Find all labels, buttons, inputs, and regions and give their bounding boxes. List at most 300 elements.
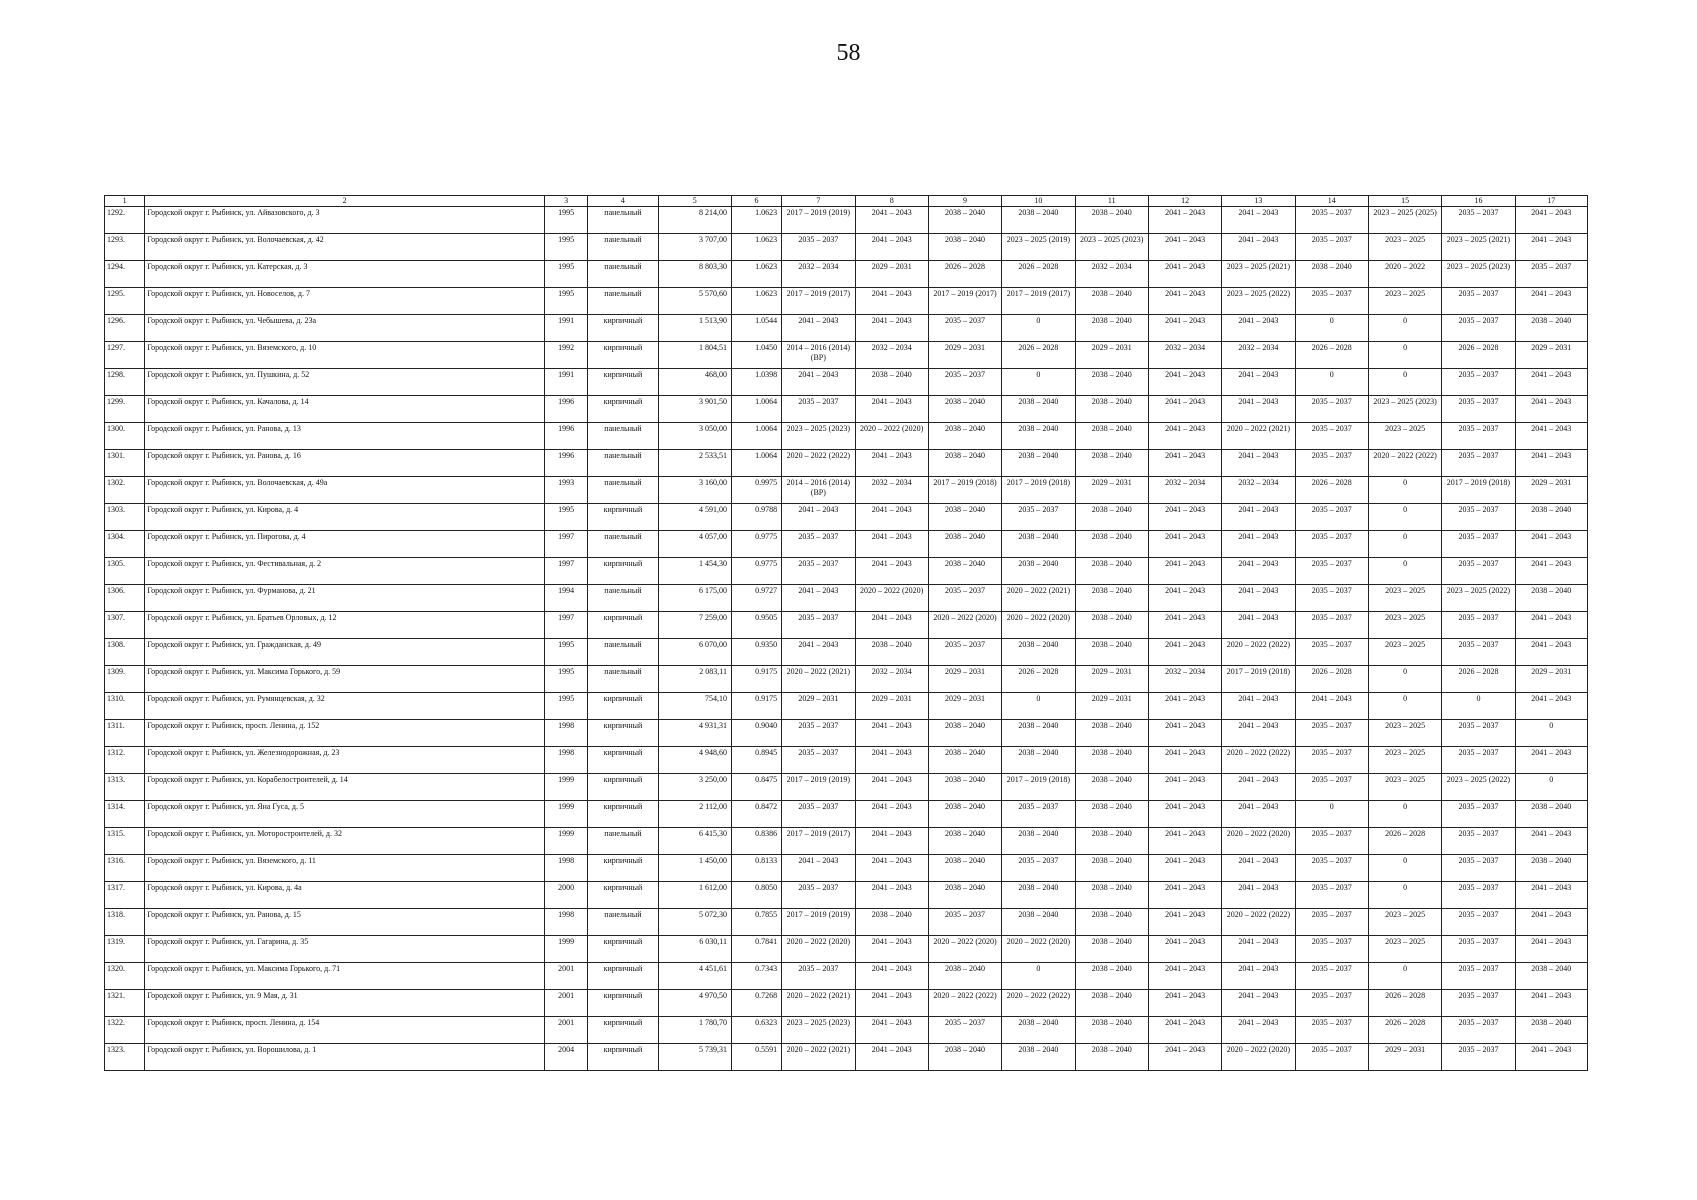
year-built-cell: 1998 — [545, 747, 588, 774]
period-col-17-cell: 2041 – 2043 — [1515, 369, 1587, 396]
period-col-12-cell: 2041 – 2043 — [1148, 828, 1221, 855]
year-built-cell: 1996 — [545, 423, 588, 450]
table-row — [105, 666, 1588, 693]
period-col-13-cell: 2041 – 2043 — [1222, 369, 1295, 396]
column-header-3: 3 — [545, 196, 588, 207]
period-col-14-cell: 2038 – 2040 — [1295, 261, 1368, 288]
period-col-13-cell: 2041 – 2043 — [1222, 396, 1295, 423]
area-cell: 1 780,70 — [658, 1017, 731, 1044]
period-col-15-cell: 2023 – 2025 — [1368, 639, 1441, 666]
period-col-11-cell: 2029 – 2031 — [1075, 477, 1148, 504]
period-col-14-cell: 2026 – 2028 — [1295, 342, 1368, 369]
address-cell: Городской округ г. Рыбинск, ул. Яна Гуса, д. 5 — [145, 801, 545, 828]
coefficient-cell: 0.9040 — [731, 720, 781, 747]
period-col-15-cell: 0 — [1368, 531, 1441, 558]
wall-material-cell: кирпичный — [588, 1017, 658, 1044]
row-number-cell: 1314. — [105, 801, 145, 828]
period-col-12-cell: 2041 – 2043 — [1148, 990, 1221, 1017]
wall-material-cell: кирпичный — [588, 855, 658, 882]
row-number-cell: 1310. — [105, 693, 145, 720]
period-col-13-cell: 2041 – 2043 — [1222, 936, 1295, 963]
period-col-7-cell: 2023 – 2025 (2023) — [782, 1017, 855, 1044]
area-cell: 7 259,00 — [658, 612, 731, 639]
period-col-12-cell: 2032 – 2034 — [1148, 666, 1221, 693]
wall-material-cell: панельный — [588, 639, 658, 666]
table-row — [105, 342, 1588, 369]
row-number-cell: 1311. — [105, 720, 145, 747]
coefficient-cell: 0.8475 — [731, 774, 781, 801]
address-cell: Городской округ г. Рыбинск, ул. Новоселов, д. 7 — [145, 288, 545, 315]
period-col-12-cell: 2041 – 2043 — [1148, 288, 1221, 315]
coefficient-cell: 1.0544 — [731, 315, 781, 342]
address-cell: Городской округ г. Рыбинск, просп. Ленина, д. 154 — [145, 1017, 545, 1044]
period-col-15-cell: 2023 – 2025 — [1368, 585, 1441, 612]
period-col-14-cell: 2026 – 2028 — [1295, 666, 1368, 693]
period-col-12-cell: 2041 – 2043 — [1148, 882, 1221, 909]
period-col-16-cell: 2035 – 2037 — [1442, 855, 1515, 882]
year-built-cell: 1995 — [545, 639, 588, 666]
wall-material-cell: панельный — [588, 423, 658, 450]
period-col-15-cell: 0 — [1368, 963, 1441, 990]
area-cell: 2 533,51 — [658, 450, 731, 477]
row-number-cell: 1321. — [105, 990, 145, 1017]
period-col-13-cell: 2041 – 2043 — [1222, 990, 1295, 1017]
coefficient-cell: 0.7855 — [731, 909, 781, 936]
period-col-14-cell: 2035 – 2037 — [1295, 855, 1368, 882]
period-col-9-cell: 2035 – 2037 — [928, 909, 1001, 936]
period-col-12-cell: 2041 – 2043 — [1148, 234, 1221, 261]
period-col-15-cell: 0 — [1368, 342, 1441, 369]
period-col-13-cell: 2041 – 2043 — [1222, 531, 1295, 558]
period-col-15-cell: 0 — [1368, 693, 1441, 720]
period-col-14-cell: 2035 – 2037 — [1295, 720, 1368, 747]
period-col-7-cell: 2020 – 2022 (2021) — [782, 1044, 855, 1071]
period-col-13-cell: 2023 – 2025 (2021) — [1222, 261, 1295, 288]
year-built-cell: 1999 — [545, 774, 588, 801]
period-col-8-cell: 2041 – 2043 — [855, 882, 928, 909]
period-col-7-cell: 2035 – 2037 — [782, 963, 855, 990]
period-col-14-cell: 2035 – 2037 — [1295, 963, 1368, 990]
period-col-13-cell: 2020 – 2022 (2022) — [1222, 639, 1295, 666]
area-cell: 6 415,30 — [658, 828, 731, 855]
period-col-9-cell: 2020 – 2022 (2020) — [928, 612, 1001, 639]
period-col-11-cell: 2038 – 2040 — [1075, 882, 1148, 909]
wall-material-cell: кирпичный — [588, 774, 658, 801]
coefficient-cell: 0.8050 — [731, 882, 781, 909]
period-col-13-cell: 2020 – 2022 (2021) — [1222, 423, 1295, 450]
period-col-7-cell: 2014 – 2016 (2014) (ВР) — [782, 342, 855, 369]
period-col-16-cell: 2035 – 2037 — [1442, 963, 1515, 990]
table-row — [105, 531, 1588, 558]
address-cell: Городской округ г. Рыбинск, ул. Фестивальная, д. 2 — [145, 558, 545, 585]
period-col-7-cell: 2041 – 2043 — [782, 369, 855, 396]
period-col-13-cell: 2041 – 2043 — [1222, 504, 1295, 531]
period-col-14-cell: 2035 – 2037 — [1295, 612, 1368, 639]
table-row — [105, 720, 1588, 747]
row-number-cell: 1308. — [105, 639, 145, 666]
period-col-13-cell: 2041 – 2043 — [1222, 207, 1295, 234]
period-col-14-cell: 2035 – 2037 — [1295, 639, 1368, 666]
area-cell: 1 612,00 — [658, 882, 731, 909]
period-col-13-cell: 2041 – 2043 — [1222, 882, 1295, 909]
page-number: 58 — [836, 40, 861, 66]
period-col-14-cell: 2035 – 2037 — [1295, 423, 1368, 450]
period-col-11-cell: 2029 – 2031 — [1075, 693, 1148, 720]
table-row — [105, 423, 1588, 450]
period-col-7-cell: 2017 – 2019 (2019) — [782, 207, 855, 234]
year-built-cell: 1995 — [545, 288, 588, 315]
period-col-12-cell: 2041 – 2043 — [1148, 504, 1221, 531]
period-col-12-cell: 2041 – 2043 — [1148, 639, 1221, 666]
year-built-cell: 1997 — [545, 558, 588, 585]
period-col-14-cell: 0 — [1295, 369, 1368, 396]
period-col-8-cell: 2041 – 2043 — [855, 774, 928, 801]
period-col-16-cell: 2035 – 2037 — [1442, 288, 1515, 315]
period-col-9-cell: 2038 – 2040 — [928, 828, 1001, 855]
area-cell: 3 050,00 — [658, 423, 731, 450]
period-col-11-cell: 2023 – 2025 (2023) — [1075, 234, 1148, 261]
period-col-11-cell: 2038 – 2040 — [1075, 855, 1148, 882]
address-cell: Городской округ г. Рыбинск, ул. Кирова, д. 4 — [145, 504, 545, 531]
period-col-8-cell: 2038 – 2040 — [855, 369, 928, 396]
year-built-cell: 2001 — [545, 963, 588, 990]
row-number-cell: 1292. — [105, 207, 145, 234]
address-cell: Городской округ г. Рыбинск, ул. Максима Горького, д. 71 — [145, 963, 545, 990]
period-col-9-cell: 2038 – 2040 — [928, 531, 1001, 558]
area-cell: 4 948,60 — [658, 747, 731, 774]
year-built-cell: 1992 — [545, 342, 588, 369]
period-col-12-cell: 2041 – 2043 — [1148, 720, 1221, 747]
address-cell: Городской округ г. Рыбинск, ул. Ранова, д. 15 — [145, 909, 545, 936]
period-col-17-cell: 2041 – 2043 — [1515, 558, 1587, 585]
period-col-12-cell: 2041 – 2043 — [1148, 261, 1221, 288]
period-col-10-cell: 2038 – 2040 — [1002, 423, 1075, 450]
column-header-2: 2 — [145, 196, 545, 207]
period-col-10-cell: 2038 – 2040 — [1002, 882, 1075, 909]
period-col-17-cell: 2041 – 2043 — [1515, 747, 1587, 774]
period-col-8-cell: 2032 – 2034 — [855, 666, 928, 693]
period-col-11-cell: 2038 – 2040 — [1075, 450, 1148, 477]
period-col-12-cell: 2041 – 2043 — [1148, 207, 1221, 234]
area-cell: 6 175,00 — [658, 585, 731, 612]
period-col-10-cell: 0 — [1002, 963, 1075, 990]
period-col-8-cell: 2041 – 2043 — [855, 1044, 928, 1071]
area-cell: 2 083,11 — [658, 666, 731, 693]
coefficient-cell: 0.9788 — [731, 504, 781, 531]
period-col-17-cell: 2038 – 2040 — [1515, 1017, 1587, 1044]
wall-material-cell: панельный — [588, 207, 658, 234]
period-col-12-cell: 2041 – 2043 — [1148, 450, 1221, 477]
address-cell: Городской округ г. Рыбинск, ул. Корабелостроителей, д. 14 — [145, 774, 545, 801]
coefficient-cell: 0.9350 — [731, 639, 781, 666]
period-col-10-cell: 0 — [1002, 315, 1075, 342]
period-col-17-cell: 2041 – 2043 — [1515, 423, 1587, 450]
period-col-13-cell: 2041 – 2043 — [1222, 558, 1295, 585]
period-col-16-cell: 2023 – 2025 (2021) — [1442, 234, 1515, 261]
address-cell: Городской округ г. Рыбинск, ул. Волочаевская, д. 42 — [145, 234, 545, 261]
period-col-14-cell: 2035 – 2037 — [1295, 288, 1368, 315]
period-col-8-cell: 2041 – 2043 — [855, 855, 928, 882]
period-col-10-cell: 2017 – 2019 (2018) — [1002, 477, 1075, 504]
row-number-cell: 1299. — [105, 396, 145, 423]
period-col-9-cell: 2038 – 2040 — [928, 396, 1001, 423]
period-col-16-cell: 2035 – 2037 — [1442, 1044, 1515, 1071]
period-col-7-cell: 2017 – 2019 (2017) — [782, 288, 855, 315]
coefficient-cell: 0.8386 — [731, 828, 781, 855]
period-col-14-cell: 2035 – 2037 — [1295, 990, 1368, 1017]
period-col-9-cell: 2038 – 2040 — [928, 774, 1001, 801]
coefficient-cell: 0.8945 — [731, 747, 781, 774]
period-col-10-cell: 2020 – 2022 (2020) — [1002, 936, 1075, 963]
period-col-12-cell: 2041 – 2043 — [1148, 774, 1221, 801]
row-number-cell: 1293. — [105, 234, 145, 261]
coefficient-cell: 1.0450 — [731, 342, 781, 369]
year-built-cell: 2004 — [545, 1044, 588, 1071]
period-col-16-cell: 2035 – 2037 — [1442, 882, 1515, 909]
year-built-cell: 1995 — [545, 234, 588, 261]
period-col-11-cell: 2038 – 2040 — [1075, 774, 1148, 801]
period-col-15-cell: 0 — [1368, 369, 1441, 396]
period-col-16-cell: 2017 – 2019 (2018) — [1442, 477, 1515, 504]
period-col-16-cell: 2035 – 2037 — [1442, 396, 1515, 423]
area-cell: 5 570,60 — [658, 288, 731, 315]
period-col-12-cell: 2041 – 2043 — [1148, 1044, 1221, 1071]
address-cell: Городской округ г. Рыбинск, ул. Максима Горького, д. 59 — [145, 666, 545, 693]
table-row — [105, 477, 1588, 504]
period-col-9-cell: 2020 – 2022 (2020) — [928, 936, 1001, 963]
period-col-12-cell: 2041 – 2043 — [1148, 936, 1221, 963]
period-col-11-cell: 2038 – 2040 — [1075, 612, 1148, 639]
period-col-8-cell: 2041 – 2043 — [855, 558, 928, 585]
wall-material-cell: кирпичный — [588, 801, 658, 828]
period-col-9-cell: 2038 – 2040 — [928, 207, 1001, 234]
column-header-8: 8 — [855, 196, 928, 207]
address-cell: Городской округ г. Рыбинск, ул. Железнодорожная, д. 23 — [145, 747, 545, 774]
row-number-cell: 1313. — [105, 774, 145, 801]
period-col-9-cell: 2038 – 2040 — [928, 504, 1001, 531]
year-built-cell: 1999 — [545, 828, 588, 855]
period-col-9-cell: 2038 – 2040 — [928, 423, 1001, 450]
wall-material-cell: кирпичный — [588, 342, 658, 369]
period-col-16-cell: 2035 – 2037 — [1442, 909, 1515, 936]
period-col-7-cell: 2035 – 2037 — [782, 882, 855, 909]
period-col-13-cell: 2041 – 2043 — [1222, 585, 1295, 612]
period-col-16-cell: 2035 – 2037 — [1442, 612, 1515, 639]
coefficient-cell: 0.5591 — [731, 1044, 781, 1071]
address-cell: Городской округ г. Рыбинск, ул. Волочаевская, д. 49а — [145, 477, 545, 504]
period-col-14-cell: 2026 – 2028 — [1295, 477, 1368, 504]
period-col-9-cell: 2038 – 2040 — [928, 963, 1001, 990]
wall-material-cell: панельный — [588, 909, 658, 936]
period-col-8-cell: 2032 – 2034 — [855, 477, 928, 504]
period-col-17-cell: 2041 – 2043 — [1515, 909, 1587, 936]
period-col-14-cell: 2035 – 2037 — [1295, 747, 1368, 774]
period-col-14-cell: 0 — [1295, 801, 1368, 828]
period-col-12-cell: 2041 – 2043 — [1148, 801, 1221, 828]
period-col-8-cell: 2041 – 2043 — [855, 288, 928, 315]
period-col-14-cell: 2035 – 2037 — [1295, 828, 1368, 855]
column-header-4: 4 — [588, 196, 658, 207]
period-col-10-cell: 2038 – 2040 — [1002, 909, 1075, 936]
period-col-17-cell: 0 — [1515, 720, 1587, 747]
coefficient-cell: 1.0064 — [731, 423, 781, 450]
period-col-16-cell: 2026 – 2028 — [1442, 342, 1515, 369]
period-col-10-cell: 2026 – 2028 — [1002, 261, 1075, 288]
table-row — [105, 450, 1588, 477]
row-number-cell: 1323. — [105, 1044, 145, 1071]
table-row — [105, 315, 1588, 342]
period-col-16-cell: 2035 – 2037 — [1442, 558, 1515, 585]
area-cell: 2 112,00 — [658, 801, 731, 828]
coefficient-cell: 0.8133 — [731, 855, 781, 882]
coefficient-cell: 0.9175 — [731, 666, 781, 693]
period-col-15-cell: 2029 – 2031 — [1368, 1044, 1441, 1071]
year-built-cell: 1991 — [545, 315, 588, 342]
period-col-15-cell: 2023 – 2025 — [1368, 747, 1441, 774]
period-col-8-cell: 2041 – 2043 — [855, 1017, 928, 1044]
area-cell: 8 803,30 — [658, 261, 731, 288]
period-col-10-cell: 2035 – 2037 — [1002, 801, 1075, 828]
column-header-5: 5 — [658, 196, 731, 207]
row-number-cell: 1312. — [105, 747, 145, 774]
table-row — [105, 504, 1588, 531]
year-built-cell: 1998 — [545, 909, 588, 936]
period-col-7-cell: 2020 – 2022 (2020) — [782, 936, 855, 963]
period-col-14-cell: 2035 – 2037 — [1295, 396, 1368, 423]
period-col-13-cell: 2041 – 2043 — [1222, 801, 1295, 828]
coefficient-cell: 1.0623 — [731, 261, 781, 288]
period-col-15-cell: 2026 – 2028 — [1368, 1017, 1441, 1044]
wall-material-cell: панельный — [588, 288, 658, 315]
period-col-11-cell: 2038 – 2040 — [1075, 639, 1148, 666]
period-col-7-cell: 2035 – 2037 — [782, 531, 855, 558]
table-row — [105, 261, 1588, 288]
period-col-15-cell: 0 — [1368, 504, 1441, 531]
address-cell: Городской округ г. Рыбинск, ул. Пушкина, д. 52 — [145, 369, 545, 396]
row-number-cell: 1297. — [105, 342, 145, 369]
period-col-10-cell: 2023 – 2025 (2019) — [1002, 234, 1075, 261]
period-col-11-cell: 2038 – 2040 — [1075, 747, 1148, 774]
address-cell: Городской округ г. Рыбинск, ул. Пирогова, д. 4 — [145, 531, 545, 558]
table-row — [105, 882, 1588, 909]
period-col-11-cell: 2038 – 2040 — [1075, 936, 1148, 963]
area-cell: 4 057,00 — [658, 531, 731, 558]
coefficient-cell: 1.0064 — [731, 396, 781, 423]
area-cell: 754,10 — [658, 693, 731, 720]
year-built-cell: 1995 — [545, 207, 588, 234]
period-col-11-cell: 2038 – 2040 — [1075, 1017, 1148, 1044]
period-col-16-cell: 2023 – 2025 (2022) — [1442, 585, 1515, 612]
address-cell: Городской округ г. Рыбинск, просп. Ленина, д. 152 — [145, 720, 545, 747]
period-col-15-cell: 2023 – 2025 — [1368, 234, 1441, 261]
period-col-10-cell: 0 — [1002, 693, 1075, 720]
period-col-16-cell: 2035 – 2037 — [1442, 936, 1515, 963]
period-col-7-cell: 2041 – 2043 — [782, 315, 855, 342]
year-built-cell: 1995 — [545, 666, 588, 693]
table-row — [105, 1044, 1588, 1071]
period-col-14-cell: 0 — [1295, 315, 1368, 342]
period-col-10-cell: 2038 – 2040 — [1002, 531, 1075, 558]
period-col-14-cell: 2035 – 2037 — [1295, 909, 1368, 936]
period-col-15-cell: 0 — [1368, 558, 1441, 585]
period-col-9-cell: 2038 – 2040 — [928, 1044, 1001, 1071]
period-col-11-cell: 2029 – 2031 — [1075, 666, 1148, 693]
period-col-12-cell: 2032 – 2034 — [1148, 477, 1221, 504]
period-col-15-cell: 2026 – 2028 — [1368, 990, 1441, 1017]
period-col-13-cell: 2041 – 2043 — [1222, 450, 1295, 477]
period-col-7-cell: 2014 – 2016 (2014) (ВР) — [782, 477, 855, 504]
table-row — [105, 396, 1588, 423]
wall-material-cell: панельный — [588, 450, 658, 477]
address-cell: Городской округ г. Рыбинск, ул. Гагарина, д. 35 — [145, 936, 545, 963]
year-built-cell: 1995 — [545, 261, 588, 288]
period-col-7-cell: 2035 – 2037 — [782, 747, 855, 774]
period-col-10-cell: 2038 – 2040 — [1002, 747, 1075, 774]
row-number-cell: 1295. — [105, 288, 145, 315]
period-col-17-cell: 2038 – 2040 — [1515, 585, 1587, 612]
period-col-10-cell: 2038 – 2040 — [1002, 450, 1075, 477]
period-col-17-cell: 2029 – 2031 — [1515, 342, 1587, 369]
period-col-14-cell: 2035 – 2037 — [1295, 450, 1368, 477]
period-col-10-cell: 2026 – 2028 — [1002, 666, 1075, 693]
period-col-11-cell: 2038 – 2040 — [1075, 423, 1148, 450]
area-cell: 1 450,00 — [658, 855, 731, 882]
wall-material-cell: кирпичный — [588, 369, 658, 396]
column-header-17: 17 — [1515, 196, 1587, 207]
period-col-7-cell: 2035 – 2037 — [782, 558, 855, 585]
period-col-17-cell: 2029 – 2031 — [1515, 666, 1587, 693]
year-built-cell: 1998 — [545, 720, 588, 747]
area-cell: 1 804,51 — [658, 342, 731, 369]
period-col-16-cell: 2023 – 2025 (2023) — [1442, 261, 1515, 288]
period-col-11-cell: 2038 – 2040 — [1075, 288, 1148, 315]
coefficient-cell: 0.6323 — [731, 1017, 781, 1044]
table-row — [105, 234, 1588, 261]
period-col-16-cell: 2023 – 2025 (2022) — [1442, 774, 1515, 801]
period-col-8-cell: 2041 – 2043 — [855, 990, 928, 1017]
area-cell: 4 931,31 — [658, 720, 731, 747]
period-col-11-cell: 2038 – 2040 — [1075, 909, 1148, 936]
coefficient-cell: 0.7343 — [731, 963, 781, 990]
coefficient-cell: 0.7841 — [731, 936, 781, 963]
period-col-7-cell: 2035 – 2037 — [782, 612, 855, 639]
table-row — [105, 855, 1588, 882]
wall-material-cell: кирпичный — [588, 882, 658, 909]
period-col-15-cell: 0 — [1368, 315, 1441, 342]
period-col-8-cell: 2038 – 2040 — [855, 639, 928, 666]
period-col-8-cell: 2020 – 2022 (2020) — [855, 585, 928, 612]
area-cell: 3 250,00 — [658, 774, 731, 801]
year-built-cell: 1997 — [545, 612, 588, 639]
period-col-13-cell: 2041 – 2043 — [1222, 315, 1295, 342]
period-col-11-cell: 2029 – 2031 — [1075, 342, 1148, 369]
year-built-cell: 1999 — [545, 801, 588, 828]
period-col-11-cell: 2038 – 2040 — [1075, 504, 1148, 531]
period-col-10-cell: 2038 – 2040 — [1002, 720, 1075, 747]
area-cell: 4 970,50 — [658, 990, 731, 1017]
row-number-cell: 1315. — [105, 828, 145, 855]
period-col-10-cell: 2020 – 2022 (2022) — [1002, 990, 1075, 1017]
wall-material-cell: панельный — [588, 477, 658, 504]
row-number-cell: 1301. — [105, 450, 145, 477]
wall-material-cell: кирпичный — [588, 693, 658, 720]
period-col-17-cell: 2041 – 2043 — [1515, 207, 1587, 234]
table-row — [105, 639, 1588, 666]
period-col-8-cell: 2041 – 2043 — [855, 234, 928, 261]
period-col-14-cell: 2035 – 2037 — [1295, 1044, 1368, 1071]
period-col-9-cell: 2029 – 2031 — [928, 666, 1001, 693]
period-col-12-cell: 2041 – 2043 — [1148, 531, 1221, 558]
